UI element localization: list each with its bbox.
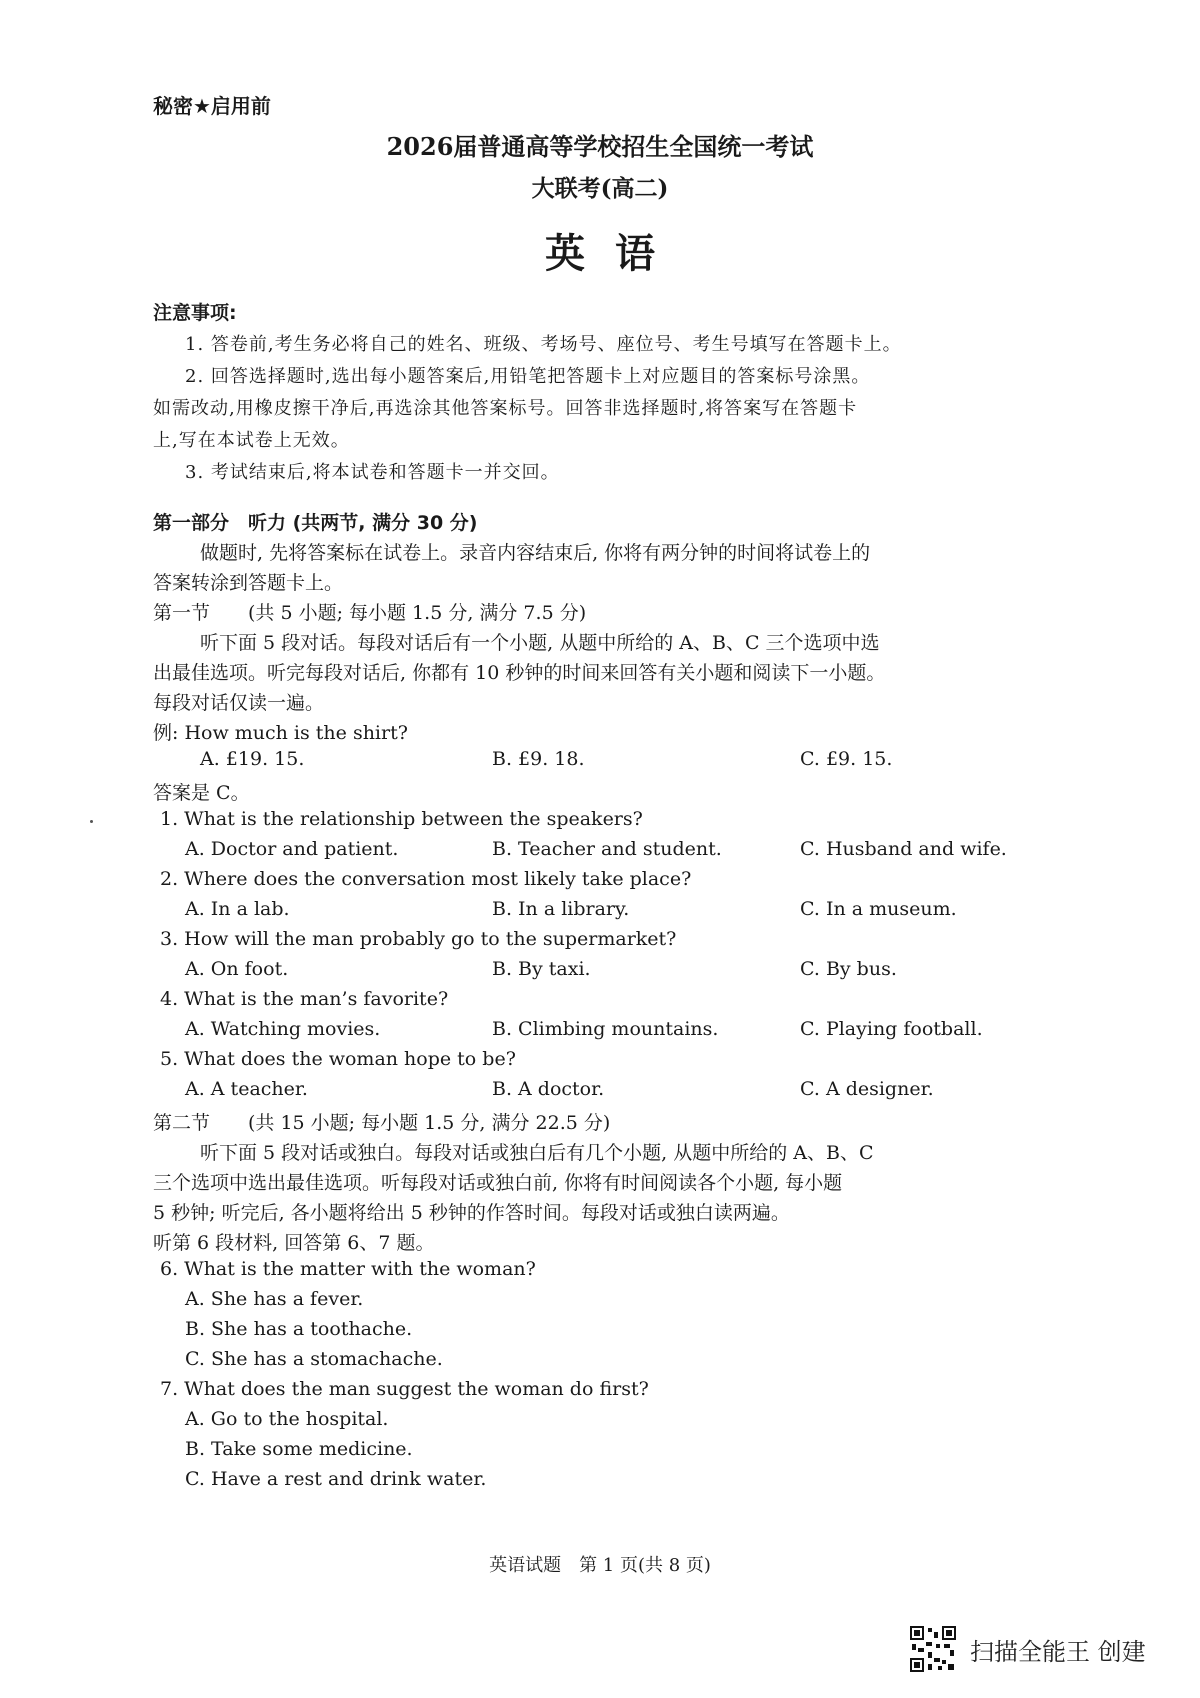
option-7c: C. Have a rest and drink water. — [185, 1468, 487, 1490]
page-footer: 英语试题 第 1 页(共 8 页) — [489, 1555, 711, 1576]
section1-heading: 第一节 (共 5 小题; 每小题 1.5 分, 满分 7.5 分) — [153, 602, 587, 624]
question-2: 2. Where does the conversation most likely take place? — [160, 868, 692, 890]
question-6: 6. What is the matter with the woman? — [160, 1258, 536, 1280]
example-option: A. £19. 15. — [200, 748, 305, 770]
qr-code-icon — [908, 1624, 958, 1674]
option-6b: B. She has a toothache. — [185, 1318, 413, 1340]
notes-line: 3. 考试结束后,将本试卷和答题卡一并交回。 — [185, 462, 560, 483]
subject-title: 英语 — [545, 231, 685, 277]
example-option: B. £9. 18. — [492, 748, 585, 770]
part1-intro-line: 答案转涂到答题卡上。 — [153, 572, 344, 594]
question-7: 7. What does the man suggest the woman do first? — [160, 1378, 649, 1400]
option-1a: A. Doctor and patient. — [185, 838, 399, 860]
section2-instruction: 听下面 5 段对话或独白。每段对话或独白后有几个小题, 从题中所给的 A、B、C — [200, 1142, 874, 1164]
section2-instruction: 5 秒钟; 听完后, 各小题将给出 5 秒钟的作答时间。每段对话或独白读两遍。 — [153, 1202, 790, 1224]
exam-subtitle: 大联考(高二) — [531, 175, 669, 202]
notes-line: 上,写在本试卷上无效。 — [153, 430, 350, 451]
question-1: 1. What is the relationship between the speakers? — [160, 808, 643, 830]
option-3b: B. By taxi. — [492, 958, 591, 980]
section1-instruction: 出最佳选项。听完每段对话后, 你都有 10 秒钟的时间来回答有关小题和阅读下一小题。 — [153, 662, 886, 684]
section2-instruction: 三个选项中选出最佳选项。听每段对话或独白前, 你将有时间阅读各个小题, 每小题 — [153, 1172, 843, 1194]
section2-heading: 第二节 (共 15 小题; 每小题 1.5 分, 满分 22.5 分) — [153, 1112, 611, 1134]
option-7a: A. Go to the hospital. — [185, 1408, 389, 1430]
question-5: 5. What does the woman hope to be? — [160, 1048, 516, 1070]
scanner-watermark — [908, 1624, 1146, 1674]
example-question: 例: How much is the shirt? — [153, 722, 408, 744]
option-1c: C. Husband and wife. — [800, 838, 1007, 860]
option-2c: C. In a museum. — [800, 898, 957, 920]
part1-intro-line: 做题时, 先将答案标在试卷上。录音内容结束后, 你将有两分钟的时间将试卷上的 — [200, 542, 871, 564]
notes-line: 2. 回答选择题时,选出每小题答案后,用铅笔把答题卡上对应题目的答案标号涂黑。 — [185, 366, 871, 387]
watermark-text: 扫描全能王 创建 — [970, 1637, 1146, 1666]
option-5a: A. A teacher. — [185, 1078, 308, 1100]
notes-heading: 注意事项: — [153, 302, 237, 324]
option-6a: A. She has a fever. — [185, 1288, 364, 1310]
part1-heading: 第一部分 听力 (共两节, 满分 30 分) — [153, 512, 478, 534]
notes-line: 1. 答卷前,考生务必将自己的姓名、班级、考场号、座位号、考生号填写在答题卡上。 — [185, 334, 902, 355]
exam-title: 2026届普通高等学校招生全国统一考试 — [386, 132, 814, 161]
option-4c: C. Playing football. — [800, 1018, 983, 1040]
section1-instruction: 听下面 5 段对话。每段对话后有一个小题, 从题中所给的 A、B、C 三个选项中选 — [200, 632, 880, 654]
section1-instruction: 每段对话仅读一遍。 — [153, 692, 325, 714]
example-answer: 答案是 C。 — [153, 782, 250, 804]
option-5b: B. A doctor. — [492, 1078, 605, 1100]
option-4a: A. Watching movies. — [185, 1018, 381, 1040]
material-label: 听第 6 段材料, 回答第 6、7 题。 — [153, 1232, 435, 1254]
option-1b: B. Teacher and student. — [492, 838, 722, 860]
notes-line: 如需改动,用橡皮擦干净后,再选涂其他答案标号。回答非选择题时,将答案写在答题卡 — [153, 398, 858, 419]
option-2b: B. In a library. — [492, 898, 630, 920]
option-3c: C. By bus. — [800, 958, 897, 980]
option-4b: B. Climbing mountains. — [492, 1018, 719, 1040]
option-3a: A. On foot. — [185, 958, 289, 980]
confidential-label: 秘密★启用前 — [153, 94, 271, 118]
option-2a: A. In a lab. — [185, 898, 290, 920]
option-5c: C. A designer. — [800, 1078, 934, 1100]
question-4: 4. What is the man’s favorite? — [160, 988, 449, 1010]
option-7b: B. Take some medicine. — [185, 1438, 413, 1460]
option-6c: C. She has a stomachache. — [185, 1348, 443, 1370]
scan-speck — [90, 820, 93, 823]
example-option: C. £9. 15. — [800, 748, 893, 770]
question-3: 3. How will the man probably go to the supermarket? — [160, 928, 677, 950]
